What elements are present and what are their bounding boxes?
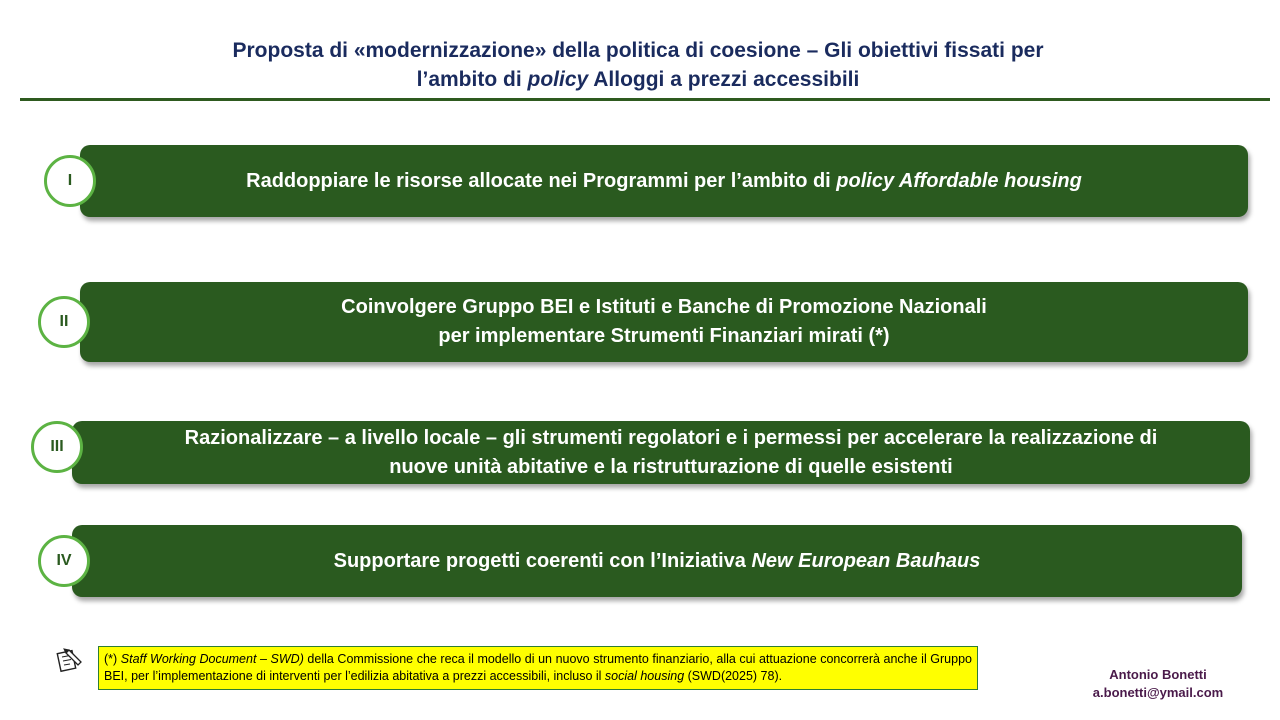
objective-bar-2 xyxy=(80,282,1248,362)
objective-1-badge: I xyxy=(44,155,96,207)
objective-3-badge: III xyxy=(31,421,83,473)
page-title xyxy=(0,36,1276,94)
objective-4-badge: IV xyxy=(38,535,90,587)
objective-bar-1 xyxy=(80,145,1248,217)
objective-1-text: Raddoppiare le risorse allocate nei Programmi per l’ambito di policy Affordable housing xyxy=(246,169,1082,192)
title-divider xyxy=(20,98,1270,101)
title-line-2: l’ambito di policy Alloggi a prezzi accessibili xyxy=(416,68,860,91)
author-email: a.bonetti@ymail.com xyxy=(1092,685,1224,700)
footnote-box: (*) Staff Working Document – SWD) della Commissione che reca il modello di un nuovo strumento finanziario, alla cui attuazione concorrerà anche il Gruppo BEI, per l’implementazione di interventi per l’edilizia abitativa a prezzi accessibili, incluso il social housing (SWD(2025) 78). xyxy=(98,646,978,690)
objective-2-badge: II xyxy=(38,296,90,348)
objective-bar-4 xyxy=(72,525,1242,597)
title-line-1: Proposta di «modernizzazione» della politica di coesione – Gli obiettivi fissati per xyxy=(232,39,1044,62)
notepad-pencil-icon xyxy=(54,646,84,676)
author-block xyxy=(1080,666,1236,702)
objective-3-text: Razionalizzare – a livello locale – gli strumenti regolatori e i permessi per accelerare la realizzazione di nuove unità abitative e la ristrutturazione di quelle esistenti xyxy=(184,426,1158,478)
objective-2-text: Coinvolgere Gruppo BEI e Istituti e Banche di Promozione Nazionali per implementare Strumenti Finanziari mirati (*) xyxy=(341,296,987,347)
author-name: Antonio Bonetti xyxy=(1109,667,1207,682)
objective-bar-3 xyxy=(72,421,1250,484)
objective-4-text: Supportare progetti coerenti con l’Iniziativa New European Bauhaus xyxy=(333,549,981,572)
